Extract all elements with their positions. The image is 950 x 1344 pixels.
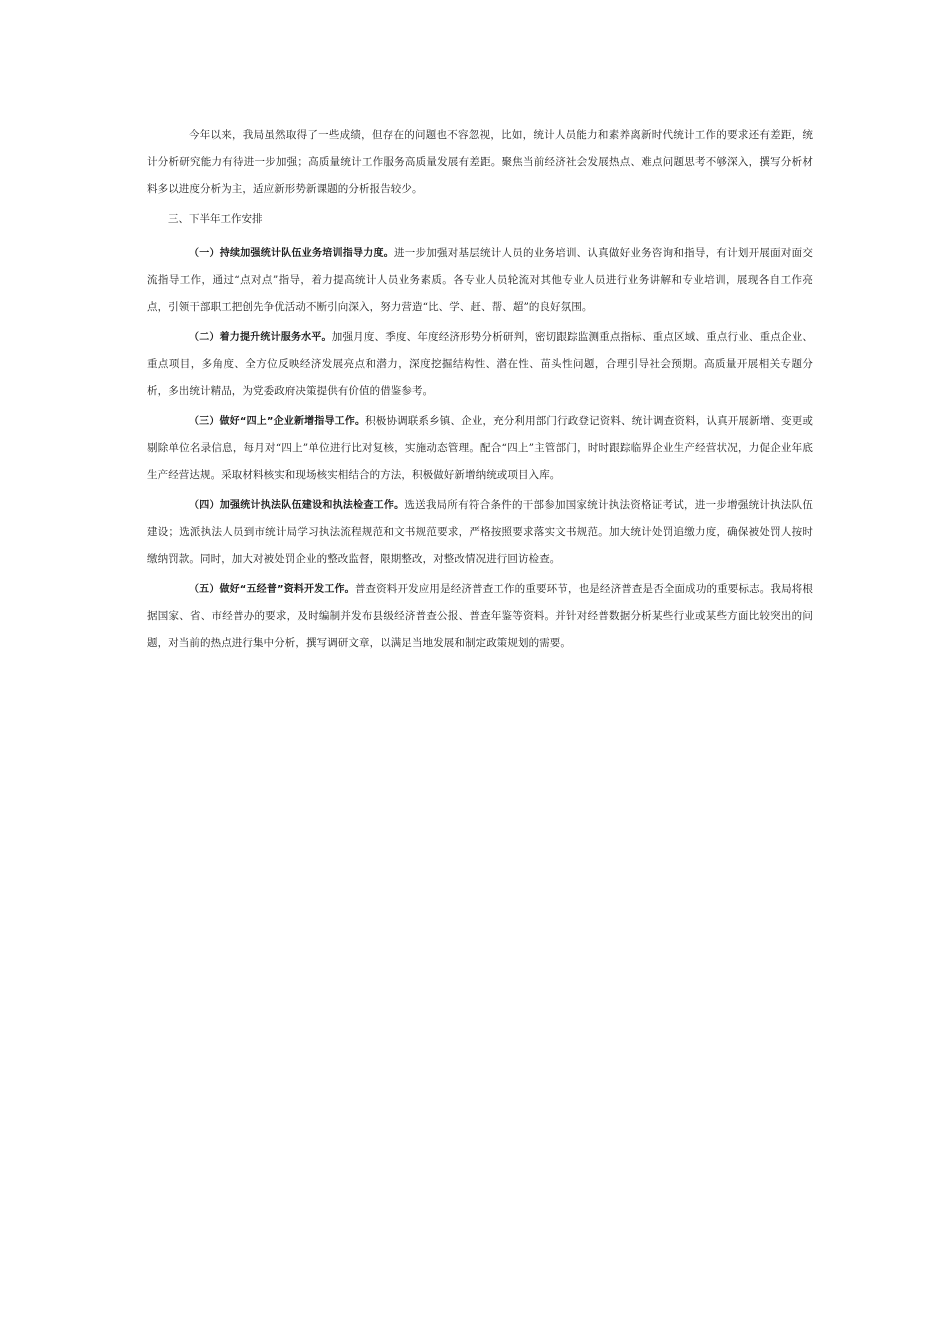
work-item-4 [147, 492, 813, 573]
work-item-body: 加强月度、季度、年度经济形势分析研判，密切跟踪监测重点指标、重点区域、重点行业、重点企业、重点项目，多角度、全方位反映经济发展亮点和潜力，深度挖掘结构性、潜在性、苗头性问题，合理引导社会预期。高质量开展相关专题分析，多出统计精品，为党委政府决策提供有价值的借鉴参考。 [147, 331, 813, 397]
document-body [147, 122, 813, 660]
work-item-lead: （五）做好“五经普”资料开发工作。 [189, 584, 355, 595]
work-item-2 [147, 324, 813, 405]
work-item-5 [147, 576, 813, 657]
work-item-lead: （三）做好“四上”企业新增指导工作。 [189, 416, 366, 427]
work-item-body: 进一步加强对基层统计人员的业务培训、认真做好业务咨询和指导，有计划开展面对面交流指导工作，通过“点对点”指导，着力提高统计人员业务素质。各专业人员轮流对其他专业人员进行业务讲解和专业培训，展现各自工作亮点，引领干部职工把创先争优活动不断引向深入，努力营造“比、学、赶、帮、超”的良好氛围。 [147, 247, 813, 313]
work-item-body: 积极协调联系乡镇、企业，充分利用部门行政登记资料、统计调查资料，认真开展新增、变更或剔除单位名录信息，每月对“四上”单位进行比对复核，实施动态管理。配合“四上”主管部门，时时跟踪临界企业生产经营状况，力促企业年底生产经营达规。采取材料核实和现场核实相结合的方法，积极做好新增纳统或项目入库。 [147, 415, 813, 481]
work-item-lead: （二）着力提升统计服务水平。 [189, 332, 332, 343]
intro-paragraph: 今年以来，我局虽然取得了一些成绩，但存在的问题也不容忽视，比如，统计人员能力和素养离新时代统计工作的要求还有差距，统计分析研究能力有待进一步加强；高质量统计工作服务高质量发展有差距。聚焦当前经济社会发展热点、难点问题思考不够深入，撰写分析材料多以进度分析为主，适应新形势新课题的分析报告较少。 [147, 129, 813, 195]
work-item-lead: （四）加强统计执法队伍建设和执法检查工作。 [189, 500, 405, 511]
work-item-body: 选送我局所有符合条件的干部参加国家统计执法资格证考试，进一步增强统计执法队伍建设；选派执法人员到市统计局学习执法流程规范和文书规范要求，严格按照要求落实文书规范。加大统计处罚追缴力度，确保被处罚人按时缴纳罚款。同时，加大对被处罚企业的整改监督，限期整改，对整改情况进行回访检查。 [147, 499, 813, 565]
section-heading: 三、下半年工作安排 [168, 213, 263, 225]
work-item-lead: （一）持续加强统计队伍业务培训指导力度。 [189, 248, 394, 259]
work-item-1 [147, 240, 813, 321]
work-item-body: 普查资料开发应用是经济普查工作的重要环节，也是经济普查是否全面成功的重要标志。我局将根据国家、省、市经普办的要求，及时编制并发布县级经济普查公报、普查年鉴等资料。并针对经普数据分析某些行业或某些方面比较突出的问题，对当前的热点进行集中分析，撰写调研文章，以满足当地发展和制定政策规划的需要。 [147, 583, 813, 649]
work-item-3 [147, 408, 813, 489]
